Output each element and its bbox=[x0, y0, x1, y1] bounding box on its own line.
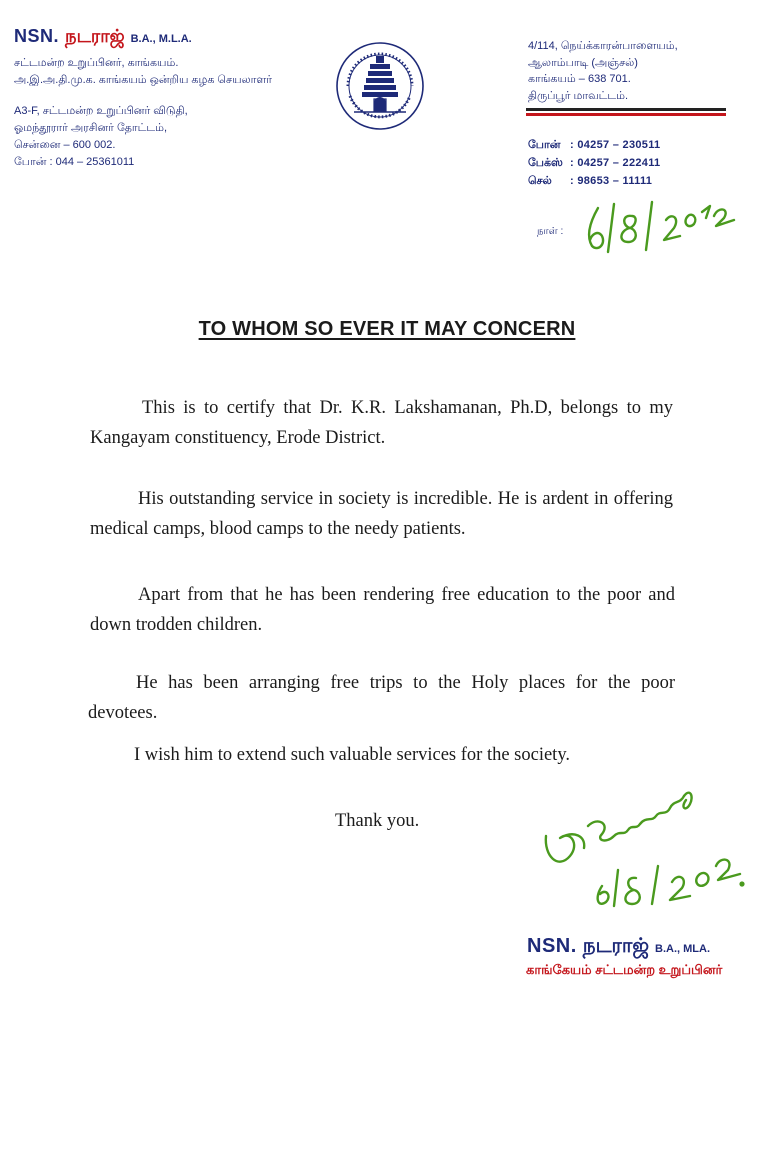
contact-row bbox=[528, 136, 758, 154]
handwritten-date-image bbox=[576, 196, 746, 256]
closing-text: Thank you. bbox=[335, 811, 420, 831]
letterhead-name-line bbox=[14, 26, 334, 49]
paragraph-2: His outstanding service in society is incredible. He is ardent in offering medical camps, blood camps to the needy patients. bbox=[90, 489, 673, 539]
header-rule-red bbox=[526, 113, 726, 116]
signatory-degrees: B.A., MLA. bbox=[655, 943, 711, 955]
chennai-phone: போன் : 044 – 25361011 bbox=[14, 156, 135, 168]
tamil-nadu-emblem-icon bbox=[334, 40, 426, 132]
paragraph-1: This is to certify that Dr. K.R. Lakshamanan, Ph.D, belongs to my Kangayam constituency, Erode District. bbox=[90, 398, 673, 448]
letter-title: TO WHOM SO EVER IT MAY CONCERN bbox=[198, 318, 576, 340]
handwritten-signature-image bbox=[540, 786, 750, 910]
header-rule-black bbox=[526, 108, 726, 111]
contact-value: : 04257 – 222411 bbox=[570, 157, 661, 169]
contact-value: : 98653 – 11111 bbox=[570, 175, 653, 187]
signatory-name bbox=[527, 935, 710, 960]
letterhead-right bbox=[528, 38, 758, 190]
contact-row bbox=[528, 172, 758, 190]
paragraph-4: He has been arranging free trips to the Holy places for the poor devotees. bbox=[88, 673, 675, 723]
date-label: நாள் : bbox=[537, 226, 564, 237]
paragraph-5: I wish him to extend such valuable services for the society. bbox=[134, 745, 570, 765]
chennai-address-2: ஓமந்தூரார் அரசினர் தோட்டம், bbox=[14, 122, 168, 134]
letterhead-role-2: அ.இ.அ.தி.மு.க. காங்கயம் ஒன்றிய கழக செயலாளர் bbox=[14, 74, 273, 86]
signatory-name-tamil: நடராஜ் bbox=[582, 935, 650, 957]
signatory-name-prefix: NSN. bbox=[527, 935, 577, 957]
local-address-2: ஆலாம்பாடி (அஞ்சல்) bbox=[528, 56, 638, 69]
chennai-address-1: A3-F, சட்டமன்ற உறுப்பினர் விடுதி, bbox=[14, 105, 188, 117]
letterhead-name: NSN. bbox=[14, 26, 60, 46]
letterhead-name-tamil: நடராஜ் bbox=[65, 26, 125, 46]
contact-label: போன் bbox=[528, 139, 561, 151]
chennai-address-3: சென்னை – 600 002. bbox=[14, 139, 116, 151]
contact-value: : 04257 – 230511 bbox=[570, 139, 661, 151]
letterhead-degrees: B.A., M.L.A. bbox=[130, 33, 192, 45]
contact-label: செல் bbox=[528, 175, 552, 187]
local-address-1: 4/114, நெய்க்காரன்பாளையம், bbox=[528, 40, 678, 52]
local-address-3: காங்கயம் – 638 701. bbox=[528, 73, 631, 85]
letterhead-left bbox=[14, 26, 334, 171]
contact-block bbox=[528, 136, 758, 190]
local-address-4: திருப்பூர் மாவட்டம். bbox=[528, 89, 629, 102]
paragraph-3: Apart from that he has been rendering free education to the poor and down trodden children. bbox=[90, 585, 675, 635]
contact-label: பேக்ஸ் bbox=[528, 157, 563, 169]
letterhead-role-1: சட்டமன்ற உறுப்பினர், காங்கயம். bbox=[14, 57, 179, 69]
signatory-role: காங்கேயம் சட்டமன்ற உறுப்பினர் bbox=[526, 962, 723, 977]
contact-row bbox=[528, 154, 758, 172]
